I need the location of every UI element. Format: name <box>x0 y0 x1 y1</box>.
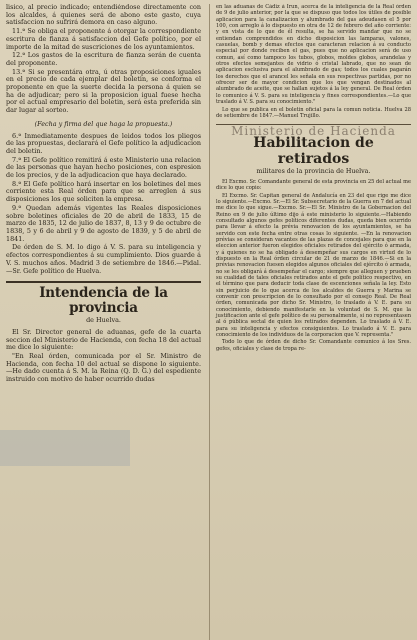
paragraph: 6.ª Inmediatamente despues de leidos todos los pliegos de las propuestas, declarará el Gefe político la adjudicacion del boletin. <box>6 131 201 155</box>
paragraph: 7.ª El Gefe político remitirá á este Ministerio una relacion de las personas que hayan hecho posiciones, con espresion de los precios, y de la adjudicacion que haya declarado. <box>6 155 201 180</box>
section-subheading: de Huelva. <box>86 316 121 325</box>
right-column <box>209 4 411 640</box>
paragraph: lisico, al precio indicado; entendiéndose directamente con los alcaldes, á quienes será de abono este gasto, cuya satisfaccion no sufrirá demora en caso alguno. <box>6 4 201 27</box>
section-divider <box>6 281 201 283</box>
paragraph: "En Real órden, comunicada por el Sr. Ministro de Hacienda, con fecha 10 del actual se dispone lo siguiente. —He dado cuenta á S. M. la Reina (Q. D. G.) del espediente instruido con motivo de haber ocurrido dudas <box>6 352 201 384</box>
paragraph: en las aduanas de Cádiz á Irun, acerca de la inteligencia de la Real órden de 9 de julio anterior, por la que se dispuso que todos los útiles de posible aplicacion para la canalizacion y alumbrado del gas adeudasen el 5 por 100, con arreglo á lo dispuesto en otra de 12 de febrero del año corriente: y en vista de lo que de él resulta, se ha servido mandar que no se entiendan comprendidos en dicho disposicion las lamparas, valones, casuelas, bomb y demas efectos que caracteran relacion á su conducto especial por donde reciben el gas, pues que no aplicacion será de uso comun, así como tampoco los tubos, globos, moldes globos, arandelas y otros efectos semejantes de vidrio ó cristal labrado, que no sean de aplicacion esclusiva para el alumbrado de gas; todos los cuales pagarán los derechos que el arancel les señala en sus respectivas partidas, por no ofrecer ser de mayor condicion que los que vengan destinados al alumbrado de aceite, que se hallan sujetos á la ley general. De Real órden lo comunico á V. S. para su inteligencia y fines correspondientes.—Lo que traslado á V. S. para su conocimiento." <box>216 4 411 106</box>
paragraph: Lo que se publica en el boletin oficial para la comun noticia. Huelva 28 de setiembre de 1847.—Manuel Trujillo. <box>216 106 411 119</box>
paragraph: De órden de S. M. lo digo á V. S. para su inteligencia y efectos correspondientes á su cumplimiento. Dios guarde á V. S. muchos años. Madrid 3 de setiembre de 1846.—Pidal.—Sr. Gefe político de Huelva. <box>6 243 201 275</box>
signature-note: (Fecha y firma del que haga la propuesta.) <box>34 119 173 128</box>
section-subheading: militares de la provincia de Huelva. <box>256 167 371 175</box>
paragraph: 11.ª Se obliga el proponente á otorgar la correspondiente escritura de fianza á satisfaccion del Gefe político, por el importe de la mitad de suscriciones de los ayuntamientos. <box>6 27 201 51</box>
paragraph: Todo lo que de órden de dicho Sr. Comandante comunico á los Sres. gefes, oficiales y clase de tropa re- <box>216 339 411 352</box>
paragraph: 13.ª Si se presentára otra, ú otras proposiciones iguales en el precio de cada ejemplar del boletin, se conforma el proponente en que la suerte decida la persona á quien se ha de adjudicar; pero si la proposicion igual fuese hecha por el actual empresario del boletin, será esta preferida sin dar lugar al sorteo. <box>6 67 201 115</box>
faint-stamp-text: Ministerio de Hacienda <box>231 124 396 139</box>
paragraph: 12.ª Los gastos de la escritura de fianza serán de cuenta del proponente. <box>6 51 201 67</box>
paragraph: El Excmo. Sr. Capitan general de Andalucía en 23 del que rige me dice lo siguiente.—Excmo. Sr.—El Sr. Subsecretario de la Guerra en 7 del actual me dice lo que sigue.—Excmo. Sr.—El Sr. Ministro de la Gobernacion del Reino en 9 de julio último dijo á este ministerio lo siguiente.—Habiendo consultado algunos gefes políticos diferentes dudas, queda bien ocurrido para llevar á efecto la prévia renovacion de los ayuntamientos, se ha servido con este fecha entre otras cosas lo siguiente. —En la renovacion prévias se consideran vacantes de las plazas de concejales para que en la eleccion anterior fueron elegidos oficiales retirados del ejército ó armada, y á quienes no se ha obligado á desempeñar sus cargos en virtud de lo dispuesto en la Real órden circular de 21 de marzo de 1846.—Si en la prévias renovacion fuesen elegidos algunos oficiales del ejército ó armada, no se les obligará á desempeñar el cargo; siempre que alleguen y prueben su cualidad de tales oficiales retirados ante el gefe político respectivo, en el término que para deducir toda clase de escenciones señala la ley. Esto sin perjuicio de lo que acerca de los alcaldes de Guerra y Marina se convenir con prescripcion de lo consultado por el consejo Real. De Real órden, comunicada por dicho Sr. Ministro, lo traslado á V. E. para su conocimiento, debiendo manifestarle en la voluntad de S. M. que la justificacion ante el gefe político de su personalmente, si no representasen al ó pública sectal de quien los retirados dependen. Lo traslado á V. E. para su inteligencia y efectos consiguientes. Lo traslado á V. E. para conocimiento de los individuos de la corporacion que V. representa." <box>216 192 411 339</box>
section-heading: Habilitacion de retirados <box>253 134 374 167</box>
paragraph: El Excmo. Sr. Comandante general de esta provincia en 25 del actual me dice lo que copio: <box>216 178 411 192</box>
paragraph: 8.ª El Gefe político hará insertar en los boletines del mes corriente esta Real órden para que se arreglen á sus disposiciones los que soliciten la empresa. <box>6 179 201 204</box>
paragraph: 9.ª Quedan además vigentes las Reales disposiciones sobre boletines oficiales de 20 de abril de 1833, 15 de marzo de 1835, 12 de julio de 1837, 8, 13 y 9 de octubre de 1838, 5 y 6 de abril y 9 de agosto de 1839, y 5 de abril de 1841. <box>6 203 201 243</box>
section-heading: Intendencia de la provincia <box>39 285 168 317</box>
paragraph: El Sr. Director general de aduanas, gefe de la cuarta seccion del Ministerio de Hacienda, con fecha 18 del actual me dice lo siguiente: <box>6 327 201 352</box>
left-column <box>6 4 201 640</box>
page-columns <box>6 4 411 640</box>
